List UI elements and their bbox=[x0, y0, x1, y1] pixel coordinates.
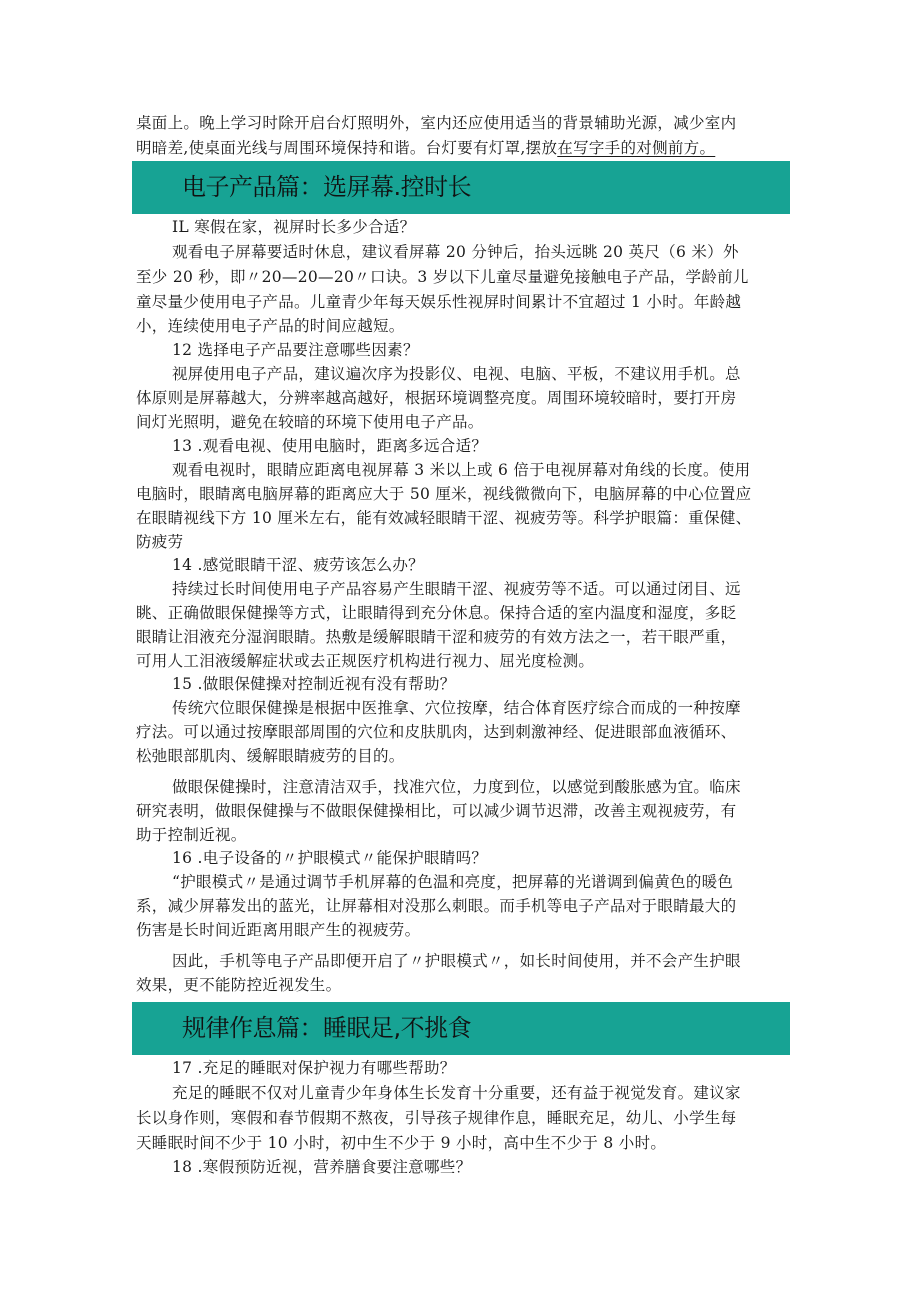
answer-line: 体原则是屏幕越大，分辨率越高越好，根据环境调整亮度。周围环境较暗时，要打开房 bbox=[136, 389, 737, 407]
question-17: 17 .充足的睡眠对保护视力有哪些帮助？ bbox=[172, 1059, 456, 1077]
answer-line: 观看电子屏幕要适时休息，建议看屏幕 20 分钟后，抬头远眺 20 英尺（6 米）外 bbox=[172, 243, 739, 261]
underlined-text: 在写字手的对侧前方。 bbox=[557, 139, 716, 157]
answer-line: 电脑时，眼睛离电脑屏幕的距离应大于 50 厘米，视线微微向下，电脑屏幕的中心位置应 bbox=[136, 485, 752, 503]
question-18: 18 .寒假预防近视，营养膳食要注意哪些？ bbox=[172, 1158, 472, 1176]
answer-line: 童尽量少使用电子产品。儿童青少年每天娱乐性视屏时间累计不宜超过 1 小时。年龄越 bbox=[136, 293, 742, 311]
answer-line: 可用人工泪液缓解症状或去正规医疗机构进行视力、屈光度检测。 bbox=[136, 652, 595, 670]
question-13: 13 .观看电视、使用电脑时，距离多远合适？ bbox=[172, 437, 488, 455]
answer-line: 在眼睛视线下方 10 厘米左右，能有效减轻眼睛干涩、视疲劳等。科学护眼篇：重保健、 bbox=[136, 509, 752, 527]
answer-line: 至少 20 秒，即〃20—20—20〃口诀。3 岁以下儿童尽量避免接触电子产品，学龄前儿 bbox=[136, 268, 749, 286]
question-15: 15 .做眼保健操对控制近视有没有帮助？ bbox=[172, 675, 456, 693]
answer-line: 观看电视时，眼睛应距离电视屏幕 3 米以上或 6 倍于电视屏幕对角线的长度。使用 bbox=[172, 461, 751, 479]
answer-line: 助于控制近视。 bbox=[136, 826, 247, 844]
question-12: 12 选择电子产品要注意哪些因素？ bbox=[172, 341, 419, 359]
answer-line: 小，连续使用电子产品的时间应越短。 bbox=[136, 317, 405, 335]
answer-line: 做眼保健操时，注意清洁双手，找准穴位，力度到位，以感觉到酸胀感为宜。临床 bbox=[172, 778, 741, 796]
section-title: 电子产品篇：选屏幕.控时长 bbox=[182, 173, 472, 201]
answer-line: 视屏使用电子产品，建议遍次序为投影仪、电视、电脑、平板，不建议用手机。总 bbox=[172, 365, 741, 383]
answer-line: 天睡眠时间不少于 10 小时，初中生不少于 9 小时，高中生不少于 8 小时。 bbox=[136, 1134, 667, 1152]
section-banner-electronics bbox=[132, 161, 790, 214]
answer-line: 研究表明，做眼保健操与不做眼保健操相比，可以减少调节迟滞，改善主观视疲劳，有 bbox=[136, 802, 737, 820]
answer-line: 眼睛让泪液充分湿润眼睛。热敷是缓解眼睛干涩和疲劳的有效方法之一，若干眼严重， bbox=[136, 628, 737, 646]
question-14: 14 .感觉眼睛干涩、疲劳该怎么办？ bbox=[172, 556, 424, 574]
section-title: 规律作息篇：睡眠足,不挑食 bbox=[182, 1014, 472, 1042]
section-banner-routine bbox=[132, 1002, 790, 1055]
question-11: IL 寒假在家，视屏时长多少合适？ bbox=[172, 218, 416, 236]
answer-line: 持续过长时间使用电子产品容易产生眼睛干涩、视疲劳等不适。可以通过闭目、远 bbox=[172, 580, 741, 598]
answer-line: 疗法。可以通过按摩眼部周围的穴位和皮肤肌肉，达到刺激神经、促进眼部血液循环、 bbox=[136, 723, 737, 741]
answer-line: “护眼模式〃是通过调节手机屏幕的色温和亮度，把屏幕的光谱调到偏黄色的暖色 bbox=[172, 873, 734, 891]
answer-line: 眺、正确做眼保健操等方式，让眼睛得到充分休息。保持合适的室内温度和湿度，多眨 bbox=[136, 604, 737, 622]
answer-line: 松弛眼部肌肉、缓解眼睛疲劳的目的。 bbox=[136, 747, 405, 765]
answer-line: 系，减少屏幕发出的蓝光，让屏幕相对没那么刺眼。而手机等电子产品对于眼睛最大的 bbox=[136, 897, 737, 915]
paragraph-text: 明暗差,使桌面光线与周围环境保持和谐。台灯要有灯罩,摆放 bbox=[136, 139, 558, 157]
question-16: 16 .电子设备的〃护眼模式〃能保护眼睛吗？ bbox=[172, 849, 488, 867]
paragraph-line bbox=[136, 136, 792, 160]
answer-line: 长以身作则，寒假和春节假期不熬夜，引导孩子规律作息，睡眠充足，幼儿、小学生每 bbox=[136, 1109, 737, 1127]
answer-line: 传统穴位眼保健操是根据中医推拿、穴位按摩，结合体育医疗综合而成的一种按摩 bbox=[172, 699, 741, 717]
answer-line: 因此，手机等电子产品即便开启了〃护眼模式〃，如长时间使用，并不会产生护眼 bbox=[172, 952, 741, 970]
answer-line: 效果，更不能防控近视发生。 bbox=[136, 976, 342, 994]
paragraph-line: 桌面上。晚上学习时除开启台灯照明外，室内还应使用适当的背景辅助光源，减少室内 bbox=[136, 114, 737, 132]
answer-line: 间灯光照明，避免在较暗的环境下使用电子产品。 bbox=[136, 413, 484, 431]
answer-line: 充足的睡眠不仅对儿童青少年身体生长发育十分重要，还有益于视觉发育。建议家 bbox=[172, 1084, 741, 1102]
answer-line: 伤害是长时间近距离用眼产生的视疲劳。 bbox=[136, 921, 421, 939]
answer-line: 防疲劳 bbox=[136, 533, 184, 551]
